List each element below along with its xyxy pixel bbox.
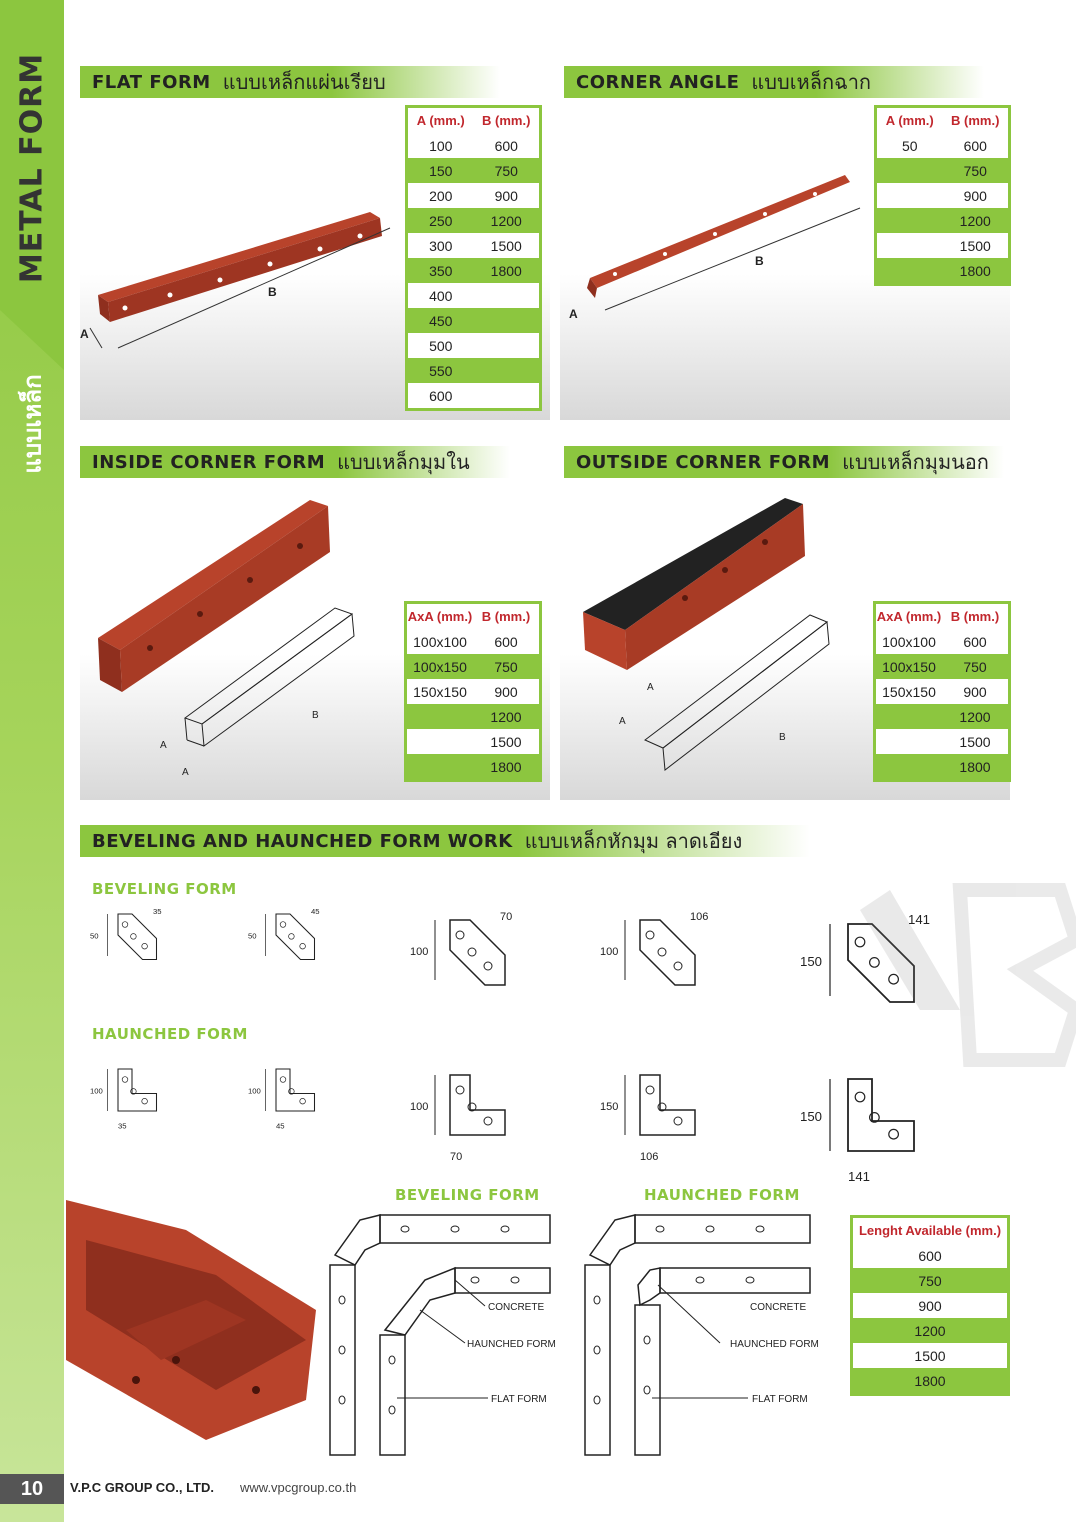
column-header: A (mm.) — [416, 113, 465, 128]
beveling-plate — [450, 920, 505, 985]
dim-height-label: 100 — [410, 946, 429, 958]
bolt-hole — [122, 1077, 128, 1083]
table-cell: 600 — [494, 137, 518, 154]
bolt-hole — [674, 1117, 682, 1125]
outside-dim-a1: A — [647, 682, 654, 693]
column-header: AxA (mm.) — [407, 609, 473, 624]
length-available-table — [850, 1215, 1010, 1396]
table-cell: 150 — [429, 162, 453, 179]
column-header: B (mm.) — [481, 609, 531, 624]
beveling-header — [80, 825, 810, 857]
table-cell: 550 — [429, 362, 453, 379]
table-cell: 600 — [494, 633, 518, 650]
dim-height-label: 100 — [90, 1086, 103, 1096]
beveling-form-label: BEVELING FORM — [92, 880, 237, 898]
outside-corner-thai: แบบเหล็กมุมนอก — [842, 450, 989, 474]
table-cell: 350 — [429, 262, 453, 279]
table-row — [407, 704, 539, 729]
bolt-hole — [280, 922, 286, 928]
bolt-hole — [300, 1098, 306, 1104]
inside-corner-header — [80, 446, 510, 478]
bolt-hole — [142, 943, 148, 949]
dim-depth-label: 70 — [500, 911, 513, 923]
beveling-diagrams — [80, 880, 970, 1010]
table-cell: 750 — [963, 162, 987, 179]
table-row — [853, 1268, 1007, 1293]
beveling-diagram — [410, 911, 512, 985]
table-row — [408, 308, 539, 333]
haunched-diagram — [600, 1075, 695, 1163]
table-cell: 1800 — [914, 1372, 946, 1389]
table-row — [876, 704, 1008, 729]
table-cell: 250 — [429, 212, 453, 229]
column-header: B (mm.) — [951, 113, 1000, 128]
dim-depth-label: 45 — [276, 1121, 285, 1131]
beveling-diagram — [600, 911, 708, 985]
beveling-plate — [640, 920, 695, 985]
bolt-hole — [456, 931, 464, 939]
dim-height-label: 150 — [600, 1101, 619, 1113]
table-row — [407, 629, 539, 654]
bolt-hole — [674, 962, 682, 970]
table-cell: 1800 — [959, 262, 991, 279]
bolt-hole — [646, 931, 654, 939]
table-row — [877, 133, 1008, 158]
dim-height-label: 50 — [248, 931, 257, 941]
table-cell: 1800 — [490, 262, 522, 279]
inside-corner-thai: แบบเหล็กมุมใน — [337, 450, 470, 474]
outside-dim-a2: A — [619, 716, 626, 727]
table-cell: 900 — [963, 683, 987, 700]
table-cell: 750 — [494, 658, 518, 675]
dim-depth-label: 45 — [311, 907, 320, 916]
table-cell: 1200 — [959, 708, 991, 725]
column-header: A (mm.) — [885, 113, 934, 128]
page-number: 10 — [0, 1474, 64, 1504]
table-cell: 1800 — [959, 758, 991, 775]
haunched-plate — [118, 1069, 157, 1111]
table-cell: 750 — [494, 162, 518, 179]
dim-height-label: 100 — [248, 1086, 261, 1096]
inside-corner-title: INSIDE CORNER FORM — [92, 451, 326, 473]
bolt-hole — [646, 1086, 654, 1094]
corner-angle-spec-table — [874, 105, 1011, 286]
table-cell: 1500 — [490, 237, 522, 254]
beveling-detail-drawing — [325, 1210, 565, 1460]
haunched-diagrams — [80, 1045, 970, 1184]
table-header — [876, 604, 1008, 629]
table-cell: 500 — [429, 337, 453, 354]
bolt-hole — [468, 948, 476, 956]
table-cell: 1500 — [914, 1347, 946, 1364]
table-row — [876, 629, 1008, 654]
table-row — [877, 258, 1008, 283]
outside-corner-header — [564, 446, 1004, 478]
table-cell: 1200 — [959, 212, 991, 229]
haunched-diagram — [248, 1069, 315, 1131]
flat-form-title: FLAT FORM — [92, 71, 211, 93]
corner-angle-header — [564, 66, 984, 98]
table-row — [408, 208, 539, 233]
table-row — [408, 158, 539, 183]
table-cell: 200 — [429, 187, 453, 204]
corner-dim-a: A — [569, 307, 578, 321]
flat-dim-a: A — [80, 327, 89, 341]
table-row — [408, 233, 539, 258]
flat-dim-b: B — [268, 285, 277, 299]
dim-height-label: 100 — [600, 946, 619, 958]
table-header — [407, 604, 539, 629]
column-header: B (mm.) — [482, 113, 531, 128]
outside-spec-table — [873, 601, 1011, 782]
vpc-watermark — [860, 880, 1076, 1140]
side-title-block — [0, 0, 64, 300]
table-cell: 600 — [963, 137, 987, 154]
inside-dim-a2: A — [182, 767, 189, 778]
table-row — [877, 183, 1008, 208]
table-cell: 1800 — [490, 758, 522, 775]
table-row — [853, 1318, 1007, 1343]
corner-angle-thai: แบบเหล็กฉาก — [751, 70, 872, 94]
table-cell: 600 — [918, 1247, 942, 1264]
haunched-plate — [276, 1069, 315, 1111]
dim-height-label: 150 — [800, 954, 823, 969]
table-cell: 450 — [429, 312, 453, 329]
table-cell: 750 — [918, 1272, 942, 1289]
table-row — [408, 358, 539, 383]
table-row — [408, 183, 539, 208]
table-row — [853, 1293, 1007, 1318]
haunch-haunched-label: HAUNCHED FORM — [730, 1339, 819, 1350]
table-cell: 300 — [429, 237, 453, 254]
table-row — [877, 208, 1008, 233]
table-cell: 100 — [429, 137, 453, 154]
table-cell: 1200 — [490, 212, 522, 229]
table-cell: 900 — [494, 187, 518, 204]
haunched-diagram — [90, 1069, 157, 1131]
side-title: METAL FORM — [14, 52, 50, 284]
beveling-diagram — [90, 907, 162, 960]
flat-form-image — [80, 200, 400, 360]
dim-depth-label: 106 — [640, 1151, 659, 1163]
table-cell: 900 — [963, 187, 987, 204]
haunched-detail-title: HAUNCHED FORM — [644, 1186, 800, 1204]
bolt-hole — [289, 934, 295, 940]
dim-depth-label: 35 — [153, 907, 162, 916]
beveling-thai: แบบเหล็กหักมุม ลาดเอียง — [524, 829, 743, 853]
table-row — [876, 654, 1008, 679]
dim-depth-label: 141 — [848, 1169, 871, 1184]
flat-spec-table — [405, 105, 542, 411]
haunched-plate — [450, 1075, 505, 1135]
table-row — [876, 729, 1008, 754]
table-cell: 100x150 — [882, 658, 936, 675]
haunched-detail-drawing — [580, 1210, 830, 1460]
table-row — [853, 1368, 1007, 1393]
table-row — [877, 158, 1008, 183]
length-table-header: Lenght Available (mm.) — [853, 1218, 1007, 1243]
table-cell: 1200 — [914, 1322, 946, 1339]
haunched-plate — [640, 1075, 695, 1135]
table-cell: 100x100 — [882, 633, 936, 650]
table-cell: 1200 — [490, 708, 522, 725]
bolt-hole — [142, 1098, 148, 1104]
table-header — [877, 108, 1008, 133]
dim-depth-label: 35 — [118, 1121, 127, 1131]
bevel-concrete-label: CONCRETE — [488, 1302, 545, 1313]
dim-depth-label: 106 — [690, 911, 709, 923]
table-cell: 900 — [494, 683, 518, 700]
beveling-diagram — [248, 907, 320, 960]
table-cell: 150x150 — [413, 683, 467, 700]
dim-depth-label: 141 — [908, 912, 931, 927]
table-row — [408, 258, 539, 283]
dim-depth-label: 70 — [450, 1151, 463, 1163]
bolt-hole — [456, 1086, 464, 1094]
haunch-concrete-label: CONCRETE — [750, 1302, 807, 1313]
table-header — [408, 108, 539, 133]
table-row — [408, 383, 539, 408]
table-cell: 100x150 — [413, 658, 467, 675]
flat-form-header — [80, 66, 500, 98]
haunched-diagram — [410, 1075, 505, 1163]
website: www.vpcgroup.co.th — [240, 1480, 357, 1495]
corner-dim-b: B — [755, 254, 764, 268]
table-cell: 1500 — [959, 237, 991, 254]
table-row — [407, 754, 539, 779]
inside-spec-table — [404, 601, 542, 782]
table-cell: 1500 — [959, 733, 991, 750]
bolt-hole — [122, 922, 128, 928]
bolt-hole — [300, 943, 306, 949]
table-row — [407, 729, 539, 754]
haunched-form-label: HAUNCHED FORM — [92, 1025, 248, 1043]
table-row — [408, 333, 539, 358]
table-cell: 50 — [901, 137, 918, 154]
column-header: B (mm.) — [950, 609, 1000, 624]
beveling-product-photo — [66, 1200, 316, 1450]
bolt-hole — [131, 934, 137, 940]
table-row — [876, 679, 1008, 704]
dim-height-label: 150 — [800, 1109, 823, 1124]
company-name: V.P.C GROUP CO., LTD. — [70, 1480, 214, 1495]
haunch-flat-label: FLAT FORM — [752, 1394, 808, 1405]
column-header: AxA (mm.) — [876, 609, 942, 624]
side-thai-label: แบบเหล็ก — [18, 374, 47, 474]
table-cell: 1500 — [490, 733, 522, 750]
table-row — [408, 133, 539, 158]
bolt-hole — [484, 962, 492, 970]
table-cell: 600 — [963, 633, 987, 650]
table-row — [853, 1243, 1007, 1268]
beveling-detail-title: BEVELING FORM — [395, 1186, 540, 1204]
outside-corner-title: OUTSIDE CORNER FORM — [576, 451, 831, 473]
bolt-hole — [280, 1077, 286, 1083]
corner-angle-title: CORNER ANGLE — [576, 71, 740, 93]
dim-height-label: 100 — [410, 1101, 429, 1113]
table-row — [877, 233, 1008, 258]
beveling-plate — [276, 914, 315, 960]
bolt-hole — [658, 948, 666, 956]
beveling-title: BEVELING AND HAUNCHED FORM WORK — [92, 830, 513, 852]
table-row — [407, 679, 539, 704]
table-cell: 750 — [963, 658, 987, 675]
beveling-plate — [118, 914, 157, 960]
table-cell: 900 — [918, 1297, 942, 1314]
outside-dim-b: B — [779, 732, 786, 743]
table-row — [407, 654, 539, 679]
outside-corner-image — [575, 490, 875, 790]
inside-dim-b: B — [312, 710, 319, 721]
corner-angle-image — [565, 170, 865, 320]
inside-dim-a1: A — [160, 740, 167, 751]
inside-corner-image — [90, 490, 410, 790]
bevel-flat-label: FLAT FORM — [491, 1394, 547, 1405]
table-cell: 150x150 — [882, 683, 936, 700]
table-row — [408, 283, 539, 308]
table-row — [876, 754, 1008, 779]
table-cell: 100x100 — [413, 633, 467, 650]
table-cell: 600 — [429, 387, 453, 404]
table-row — [853, 1343, 1007, 1368]
dim-height-label: 50 — [90, 931, 99, 941]
flat-form-thai: แบบเหล็กแผ่นเรียบ — [222, 70, 386, 94]
table-cell: 400 — [429, 287, 453, 304]
bolt-hole — [484, 1117, 492, 1125]
bevel-haunched-label: HAUNCHED FORM — [467, 1339, 556, 1350]
